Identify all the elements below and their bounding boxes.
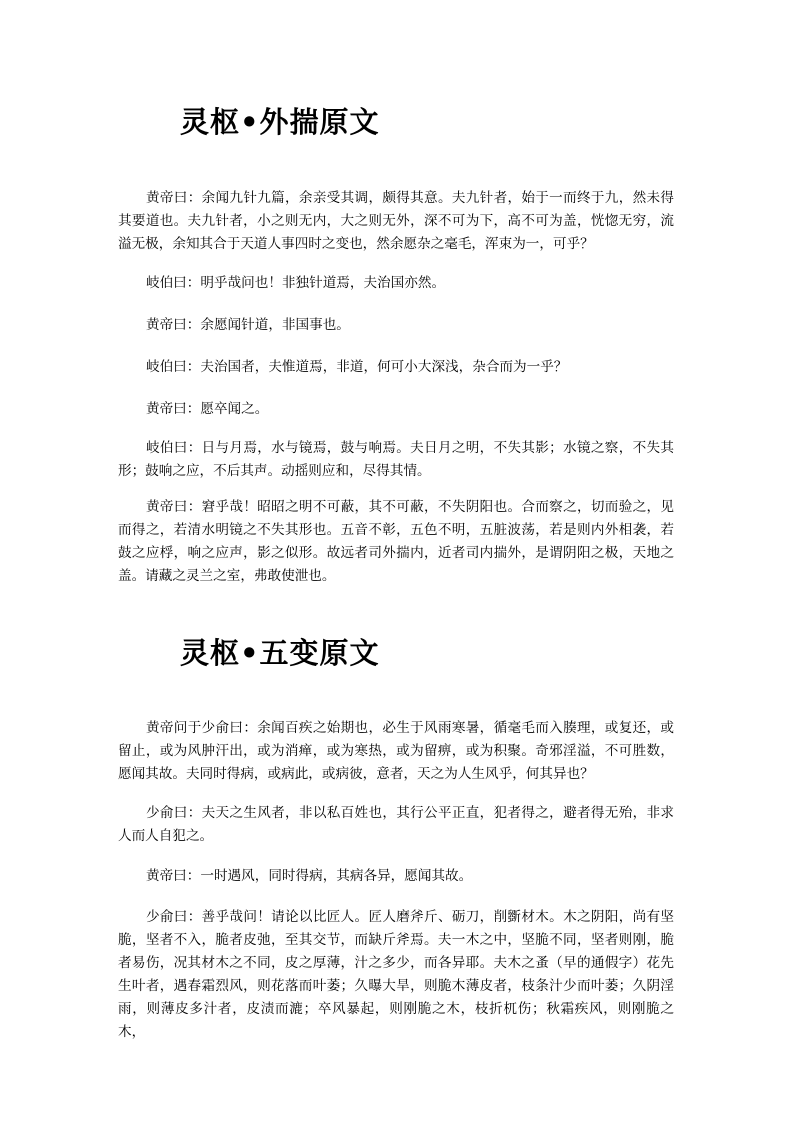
paragraph: 岐伯曰：夫治国者，夫惟道焉，非道，何可小大深浅，杂合而为一乎？ (146, 359, 568, 375)
paragraph: 岐伯曰：日与月焉，水与镜焉，鼓与响焉。夫日月之明，不失其影；水镜之察，不失其形；鼓响之应，不后其声。动摇则应和，尽得其情。 (118, 440, 674, 479)
paragraph: 黄帝曰：一时遇风，同时得病，其病各异，愿闻其故。 (146, 868, 473, 884)
paragraph: 黄帝问于少俞曰：余闻百疾之始期也，必生于风雨寒暑，循毫毛而入腠理，或复还，或留止，或为风肿汗出，或为消瘅，或为寒热，或为留痹，或为积聚。奇邪淫溢，不可胜数，愿闻其故。夫同时得病，或病此，或病彼，意者，天之为人生风乎，何其异也？ (118, 720, 674, 782)
paragraph: 岐伯曰：明乎哉问也！非独针道焉，夫治国亦然。 (146, 275, 446, 291)
paragraph: 少俞曰：夫天之生风者，非以私百姓也，其行公平正直，犯者得之，避者得无殆，非求人而人自犯之。 (118, 805, 674, 844)
paragraph: 黄帝曰：愿卒闻之。 (146, 401, 269, 417)
paragraph: 黄帝曰：余愿闻针道，非国事也。 (146, 317, 350, 333)
paragraph: 少俞曰：善乎哉问！请论以比匠人。匠人磨斧斤、砺刀，削斵材木。木之阴阳，尚有坚脆，坚者不入，脆者皮弛，至其交节，而缺斤斧焉。夫一木之中，坚脆不同，坚者则刚，脆者易伤，况其材木之不同，皮之厚薄，汁之多少，而各异耶。夫木之蚤（早的通假字）花先生叶者，遇春霜烈风，则花落而叶萎；久曝大旱，则脆木薄皮者，枝条汁少而叶萎；久阴淫雨，则薄皮多汁者，皮渍而漉；卒风暴起，则刚脆之木，枝折杌伤；秋霜疾风，则刚脆之木， (118, 909, 674, 1040)
paragraph: 黄帝曰：窘乎哉！昭昭之明不可蔽，其不可蔽，不失阴阳也。合而察之，切而验之，见而得之，若清水明镜之不失其形也。五音不彰，五色不明，五脏波荡，若是则内外相袭，若鼓之应桴，响之应声，影之似形。故远者司外揣内，近者司内揣外，是谓阴阳之极，天地之盖。请藏之灵兰之室，弗敢使泄也。 (118, 499, 674, 584)
paragraph: 黄帝曰：余闻九针九篇，余亲受其调，颇得其意。夫九针者，始于一而终于九，然未得其要道也。夫九针者，小之则无内，大之则无外，深不可为下，高不可为盖，恍惚无穷，流溢无极，余知其合于天道人事四时之变也，然余愿杂之毫毛，浑束为一，可乎？ (118, 190, 674, 252)
section-title-wubian: 灵枢•五变原文 (180, 636, 380, 670)
section-title-waichuai: 灵枢•外揣原文 (180, 105, 380, 139)
